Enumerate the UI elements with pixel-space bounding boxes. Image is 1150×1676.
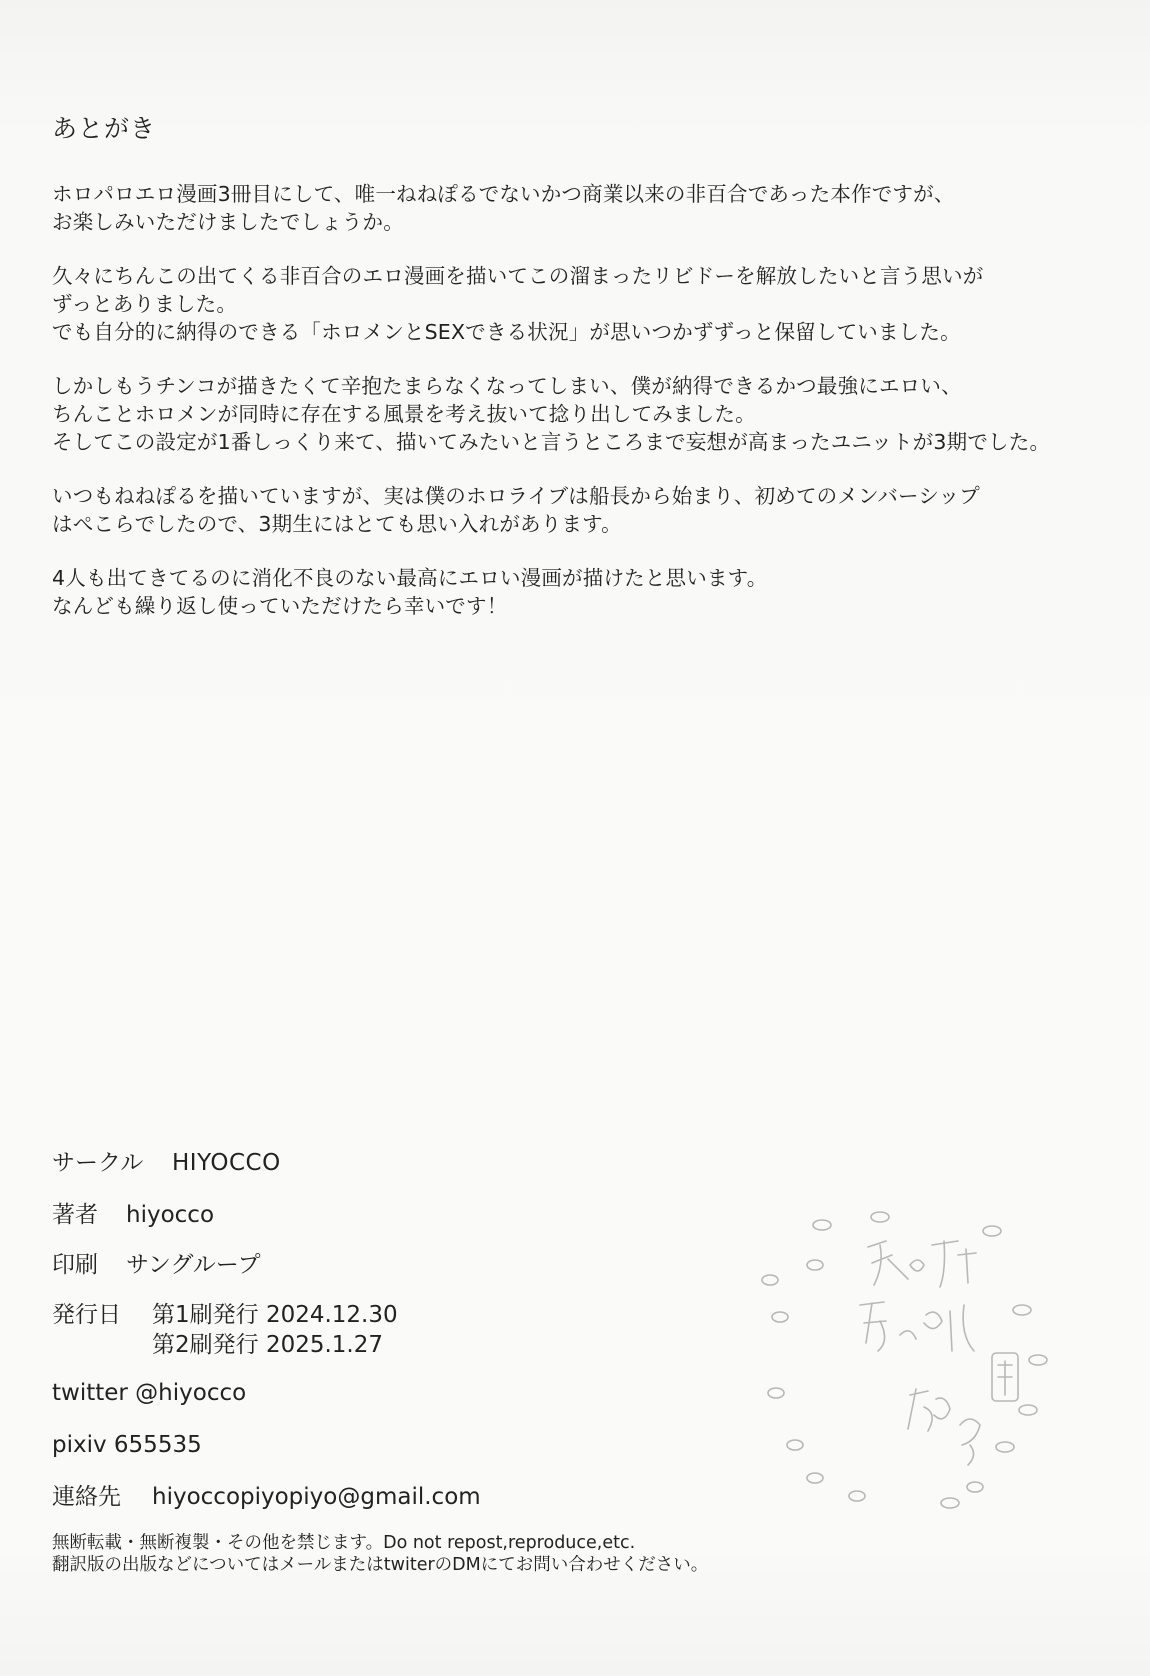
circle-name: HIYOCCO xyxy=(172,1150,281,1176)
afterword-line: ずっとありました。 xyxy=(52,292,238,316)
author-row xyxy=(52,1200,812,1230)
afterword-line: なんども繰り返し使っていただけたら幸いです！ xyxy=(52,594,508,618)
afterword-line: お楽しみいただけましたでしょうか。 xyxy=(52,210,404,234)
pixiv-id: pixiv 655535 xyxy=(52,1432,202,1458)
afterword-line: 久々にちんこの出てくる非百合のエロ漫画を描いてこの溜まったリビドーを解放したいと言う思いが xyxy=(52,264,984,288)
afterword-line: そしてこの設定が1番しっくり来て、描いてみたいと言うところまで妄想が高まったユニットが3期でした。 xyxy=(52,430,1051,454)
printer-name: サングループ xyxy=(126,1252,261,1278)
heart-doodle xyxy=(871,1212,889,1222)
second-printing-date: 第2刷発行 2025.1.27 xyxy=(152,1332,383,1358)
author-label: 著者 xyxy=(52,1202,98,1228)
handwriting-stroke xyxy=(924,1305,974,1351)
circle-label: サークル xyxy=(52,1150,144,1176)
handwriting-stroke xyxy=(860,1302,916,1351)
heart-doodle xyxy=(983,1226,1001,1236)
afterword-paragraph xyxy=(52,482,1112,538)
afterword-paragraph xyxy=(52,564,1112,620)
author-name: hiyocco xyxy=(126,1202,215,1228)
first-printing-date: 第1刷発行 2024.12.30 xyxy=(152,1302,398,1328)
translation-notice: 翻訳版の出版などについてはメールまたはtwiterのDMにてお問い合わせください。 xyxy=(52,1555,709,1575)
handwritten-sketch xyxy=(760,1185,1060,1585)
afterword-line: でも自分的に納得のできる「ホロメンとSEXできる状況」が思いつかずずっと保留していました。 xyxy=(52,320,961,344)
heart-doodle xyxy=(941,1498,959,1508)
afterword-line: ホロパロエロ漫画3冊目にして、唯一ねねぽるでないかつ商業以来の非百合であった本作ですが、 xyxy=(52,182,955,206)
afterword-section xyxy=(52,112,1112,646)
afterword-paragraph xyxy=(52,180,1112,236)
heart-doodle xyxy=(813,1220,831,1230)
heart-doodle xyxy=(772,1312,788,1322)
afterword-line: 4人も出てきてるのに消化不良のない最高にエロい漫画が描けたと思います。 xyxy=(52,566,768,590)
heart-doodle xyxy=(849,1491,865,1501)
circle-row xyxy=(52,1148,812,1178)
contact-email: hiyoccopiyopiyo@gmail.com xyxy=(152,1484,481,1510)
heart-doodle xyxy=(1013,1305,1031,1315)
heart-doodle xyxy=(807,1473,823,1483)
afterword-paragraph xyxy=(52,372,1112,456)
copyright-notice: 無断転載・無断複製・その他を禁じます。Do not repost,reproduce,etc. xyxy=(52,1533,636,1553)
heart-doodle xyxy=(1019,1405,1037,1415)
afterword-line: いつもねねぽるを描いていますが、実は僕のホロライブは船長から始まり、初めてのメンバーシップ xyxy=(52,484,981,508)
publish-dates xyxy=(152,1300,398,1360)
publish-date-label: 発行日 xyxy=(52,1302,121,1328)
heart-doodle xyxy=(787,1440,803,1450)
heart-doodle xyxy=(967,1482,983,1492)
printer-row xyxy=(52,1250,812,1280)
twitter-row xyxy=(52,1378,812,1408)
handwritten-note-drawing xyxy=(760,1185,1060,1585)
printer-label: 印刷 xyxy=(52,1252,98,1278)
handwriting-stroke xyxy=(932,1241,976,1287)
afterword-paragraph xyxy=(52,262,1112,346)
twitter-handle: twitter @hiyocco xyxy=(52,1380,247,1406)
heart-doodle xyxy=(807,1260,823,1270)
handwriting-stroke xyxy=(868,1241,908,1285)
afterword-line: しかしもうチンコが描きたくて辛抱たまらなくなってしまい、僕が納得できるかつ最強にエロい、 xyxy=(52,374,962,398)
contact-label: 連絡先 xyxy=(52,1484,121,1510)
stamp-stroke xyxy=(998,1361,1012,1395)
pixiv-row xyxy=(52,1430,812,1460)
heart-doodle xyxy=(768,1388,784,1398)
heart-doodle xyxy=(996,1442,1014,1452)
colophon xyxy=(52,1148,812,1576)
afterword-line: はぺこらでしたので、3期生にはとても思い入れがあります。 xyxy=(52,512,622,536)
handwriting-stroke xyxy=(960,1419,980,1465)
afterword-title: あとがき xyxy=(52,114,157,143)
publish-date-row xyxy=(52,1300,812,1360)
handwriting-stroke xyxy=(910,1260,924,1271)
handwriting-stroke xyxy=(908,1389,950,1431)
heart-doodle xyxy=(762,1275,778,1285)
contact-row xyxy=(52,1482,812,1512)
heart-doodle xyxy=(1029,1355,1047,1365)
afterword-line: ちんことホロメンが同時に存在する風景を考え抜いて捻り出してみました。 xyxy=(52,402,756,426)
